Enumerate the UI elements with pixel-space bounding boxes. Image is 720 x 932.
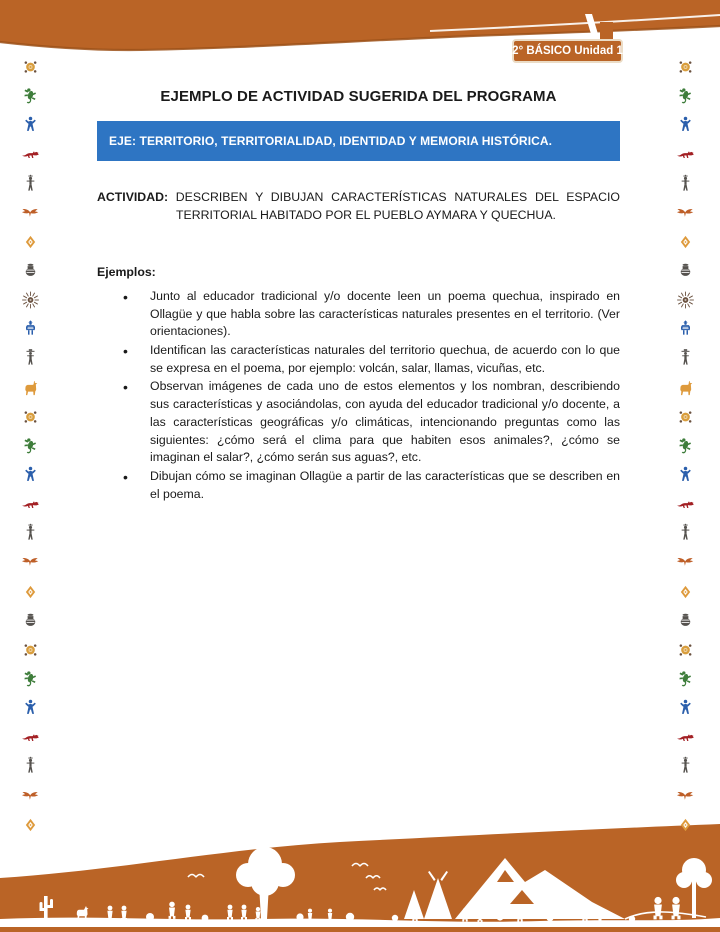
hat-human-icon (675, 348, 696, 368)
chullo-figure-icon (675, 319, 696, 339)
fox-icon (20, 144, 41, 164)
vessel-icon (675, 261, 696, 281)
human-icon (675, 523, 696, 543)
eje-banner: EJE: TERRITORIO, TERRITORIALIDAD, IDENTIDAD Y MEMORIA HISTÓRICA. (97, 121, 620, 161)
diamond-icon (675, 232, 696, 252)
example-item: • Identifican las características naturales del territorio quechua, de acuerdo con lo que se expresa en el poema, por ejemplo: volcán, salar, llamas, vicuñas, etc. (97, 342, 620, 377)
condor-icon (675, 203, 696, 223)
diamond-icon (20, 582, 41, 602)
diamond-icon (20, 815, 41, 835)
activity-label: ACTIVIDAD: (97, 190, 169, 204)
human-icon (675, 174, 696, 194)
content-area (97, 86, 620, 504)
condor-icon (675, 552, 696, 572)
unit-badge: 2° BÁSICO Unidad 1 (512, 39, 623, 63)
condor-icon (20, 786, 41, 806)
examples-list (97, 288, 620, 503)
dancer-icon (675, 465, 696, 485)
sun-cross-icon (20, 407, 41, 427)
diamond-icon (675, 582, 696, 602)
lizard-icon (20, 86, 41, 106)
vessel-icon (20, 611, 41, 631)
condor-icon (20, 552, 41, 572)
lizard-icon (20, 669, 41, 689)
sun-rays-icon (675, 290, 696, 310)
fox-icon (675, 144, 696, 164)
sun-cross-icon (20, 57, 41, 77)
llama-icon (675, 378, 696, 398)
human-icon (20, 174, 41, 194)
examples-label: Ejemplos: (97, 264, 156, 279)
diamond-icon (20, 232, 41, 252)
dancer-icon (20, 465, 41, 485)
chullo-figure-icon (20, 319, 41, 339)
activity-statement (97, 188, 620, 225)
lizard-icon (675, 436, 696, 456)
fox-icon (20, 494, 41, 514)
condor-icon (20, 203, 41, 223)
bottom-border-landscape (0, 820, 720, 932)
sun-cross-icon (675, 407, 696, 427)
condor-icon (675, 786, 696, 806)
lizard-icon (675, 669, 696, 689)
lizard-icon (20, 436, 41, 456)
diamond-icon (675, 815, 696, 835)
vessel-icon (20, 261, 41, 281)
example-item: • Dibujan cómo se imaginan Ollagüe a partir de las características que se describen en el poema. (97, 468, 620, 503)
right-icon-border (674, 57, 696, 835)
example-item: • Junto al educador tradicional y/o docente leen un poema quechua, inspirado en Ollagüe y que habla sobre las características naturales presentes en el territorio. (Ver orientaciones). (97, 288, 620, 341)
page-title: EJEMPLO DE ACTIVIDAD SUGERIDA DEL PROGRAMA (160, 88, 557, 105)
sun-rays-icon (20, 290, 41, 310)
dancer-icon (20, 698, 41, 718)
dancer-icon (20, 115, 41, 135)
human-icon (675, 756, 696, 776)
left-icon-border (19, 57, 41, 835)
example-item: • Observan imágenes de cada uno de estos elementos y los nombran, describiendo sus características y asociándolas, con ayuda del educador tradicional y/o docente, a las características geográficas y/o climáticas, intencionando preguntas como las siguientes: ¿cómo será el clima para que habiten esos animales?, ¿cómo se imaginan el salar?, ¿cómo serán sus aguas?, etc. (97, 378, 620, 467)
sun-cross-icon (20, 640, 41, 660)
activity-text: DESCRIBEN Y DIBUJAN CARACTERÍSTICAS NATURALES DEL ESPACIO TERRITORIAL HABITADO POR EL PUEBLO AYMARA Y QUECHUA. (175, 190, 620, 223)
dancer-icon (675, 698, 696, 718)
lizard-icon (675, 86, 696, 106)
hat-human-icon (20, 348, 41, 368)
fox-icon (20, 727, 41, 747)
fox-icon (675, 494, 696, 514)
llama-icon (20, 378, 41, 398)
human-icon (20, 756, 41, 776)
sun-cross-icon (675, 640, 696, 660)
vessel-icon (675, 611, 696, 631)
human-icon (20, 523, 41, 543)
dancer-icon (675, 115, 696, 135)
sun-cross-icon (675, 57, 696, 77)
fox-icon (675, 727, 696, 747)
